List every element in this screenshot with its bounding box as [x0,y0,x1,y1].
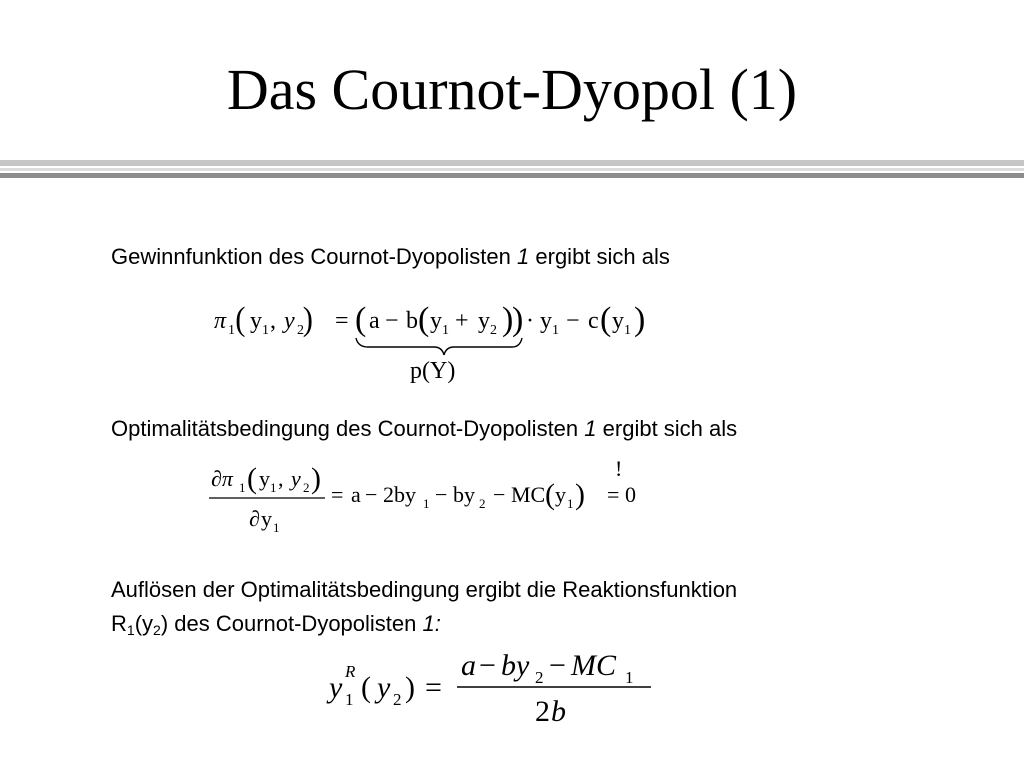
svg-text:−: − [365,482,378,507]
reaction-function-svg [325,645,665,745]
svg-text:by: by [453,482,475,507]
svg-text:1: 1 [442,323,449,338]
title-divider-middle [0,168,1024,171]
svg-text:=: = [335,308,349,334]
r-symbol: R [111,611,127,636]
svg-text:=: = [425,671,442,704]
svg-text:1: 1 [345,690,354,709]
firm-number: 1 [517,244,530,269]
svg-text:a: a [369,308,380,334]
svg-text:y: y [284,308,295,334]
svg-text:(: ( [600,301,612,338]
intro-text: Gewinnfunktion des Cournot-Dyopolisten [111,244,518,269]
svg-text:by: by [501,649,530,682]
profit-function-svg [210,292,670,392]
svg-text:·: · [526,308,534,334]
svg-text:(: ( [355,301,367,338]
intro-text: Optimalitätsbedingung des Cournot-Dyopolisten [111,416,585,441]
svg-text:): ) [311,462,321,495]
svg-text:1: 1 [625,668,634,687]
svg-text:1: 1 [270,480,277,495]
svg-text:): ) [512,301,524,338]
svg-text:2: 2 [535,695,550,728]
optimality-mark: ! [615,456,623,481]
svg-text:+: + [455,308,469,334]
reaction-intro-line1: Auflösen der Optimalitätsbedingung ergibt die Reaktionsfunktion [111,577,738,602]
svg-text:0: 0 [625,482,636,507]
intro-text-end: ergibt sich als [529,244,670,269]
svg-text:y: y [612,308,624,334]
svg-text:1: 1 [262,323,269,338]
svg-text:(: ( [545,478,555,511]
title-divider-top [0,160,1024,166]
svg-text:R: R [345,662,356,681]
svg-text:c: c [588,308,599,334]
optimality-intro [111,414,737,444]
svg-text:y: y [478,308,490,334]
r-subscript: 1 [126,622,135,638]
svg-text:(: ( [418,301,430,338]
svg-text:−: − [493,482,506,507]
svg-text:∂π: ∂π [211,466,233,491]
svg-text:,: , [278,466,284,491]
svg-text:2: 2 [535,668,544,687]
svg-text:): ) [575,478,585,511]
svg-text:1: 1 [239,480,246,495]
svg-text:1: 1 [273,520,280,535]
underbrace-label: p(Y) [410,358,456,384]
svg-text:1: 1 [567,496,574,511]
svg-text:): ) [302,299,313,338]
reaction-intro-line2 [111,609,441,639]
svg-text:π: π [214,308,227,334]
svg-text:b: b [551,695,566,728]
svg-text:b: b [406,308,418,334]
svg-text:): ) [502,301,514,338]
svg-text:(: ( [361,671,371,704]
firm-number: 1 [584,416,597,441]
svg-text:(: ( [235,299,246,338]
firm-number: 1: [422,611,441,636]
intro-text-end: ergibt sich als [596,416,738,441]
svg-text:y: y [259,466,270,491]
svg-text:2: 2 [297,323,304,338]
svg-text:2: 2 [303,480,310,495]
title-divider-bottom [0,173,1024,178]
y-symbol: (y [134,611,154,636]
reaction-function-formula [325,645,665,750]
svg-text:=: = [331,482,344,507]
svg-text:−: − [435,482,448,507]
svg-text:−: − [479,649,496,682]
profit-function-intro [111,242,670,272]
svg-text:(: ( [247,462,257,495]
svg-text:MC: MC [571,649,616,682]
slide-title: Das Cournot-Dyopol (1) [226,57,798,122]
svg-text:2: 2 [393,690,402,709]
svg-text:a: a [461,649,476,682]
svg-text:MC: MC [511,482,546,507]
svg-text:): ) [405,671,415,704]
svg-text:y: y [377,671,391,704]
profit-function-formula [210,292,670,397]
svg-text:2by: 2by [383,482,416,507]
svg-text:y: y [291,466,301,491]
svg-text:y: y [250,308,262,334]
svg-text:,: , [270,308,276,334]
svg-text:−: − [566,308,580,334]
optimality-formula [205,452,665,547]
svg-text:2: 2 [479,496,486,511]
svg-text:−: − [385,308,399,334]
svg-text:y: y [555,482,566,507]
optimality-formula-svg [205,452,665,542]
svg-text:y: y [261,506,272,531]
svg-text:∂: ∂ [249,506,260,531]
svg-text:y: y [430,308,442,334]
svg-text:1: 1 [624,323,631,338]
svg-text:1: 1 [423,496,430,511]
y-subscript: 2 [153,622,161,638]
svg-text:a: a [351,482,361,507]
svg-text:y: y [329,671,343,704]
svg-text:1: 1 [228,323,235,338]
svg-text:=: = [607,482,620,507]
svg-text:−: − [549,649,566,682]
svg-text:2: 2 [490,323,497,338]
svg-text:): ) [634,301,646,338]
reaction-text: ) des Cournot-Dyopolisten [160,611,423,636]
svg-text:1: 1 [552,323,559,338]
svg-text:y: y [540,308,552,334]
